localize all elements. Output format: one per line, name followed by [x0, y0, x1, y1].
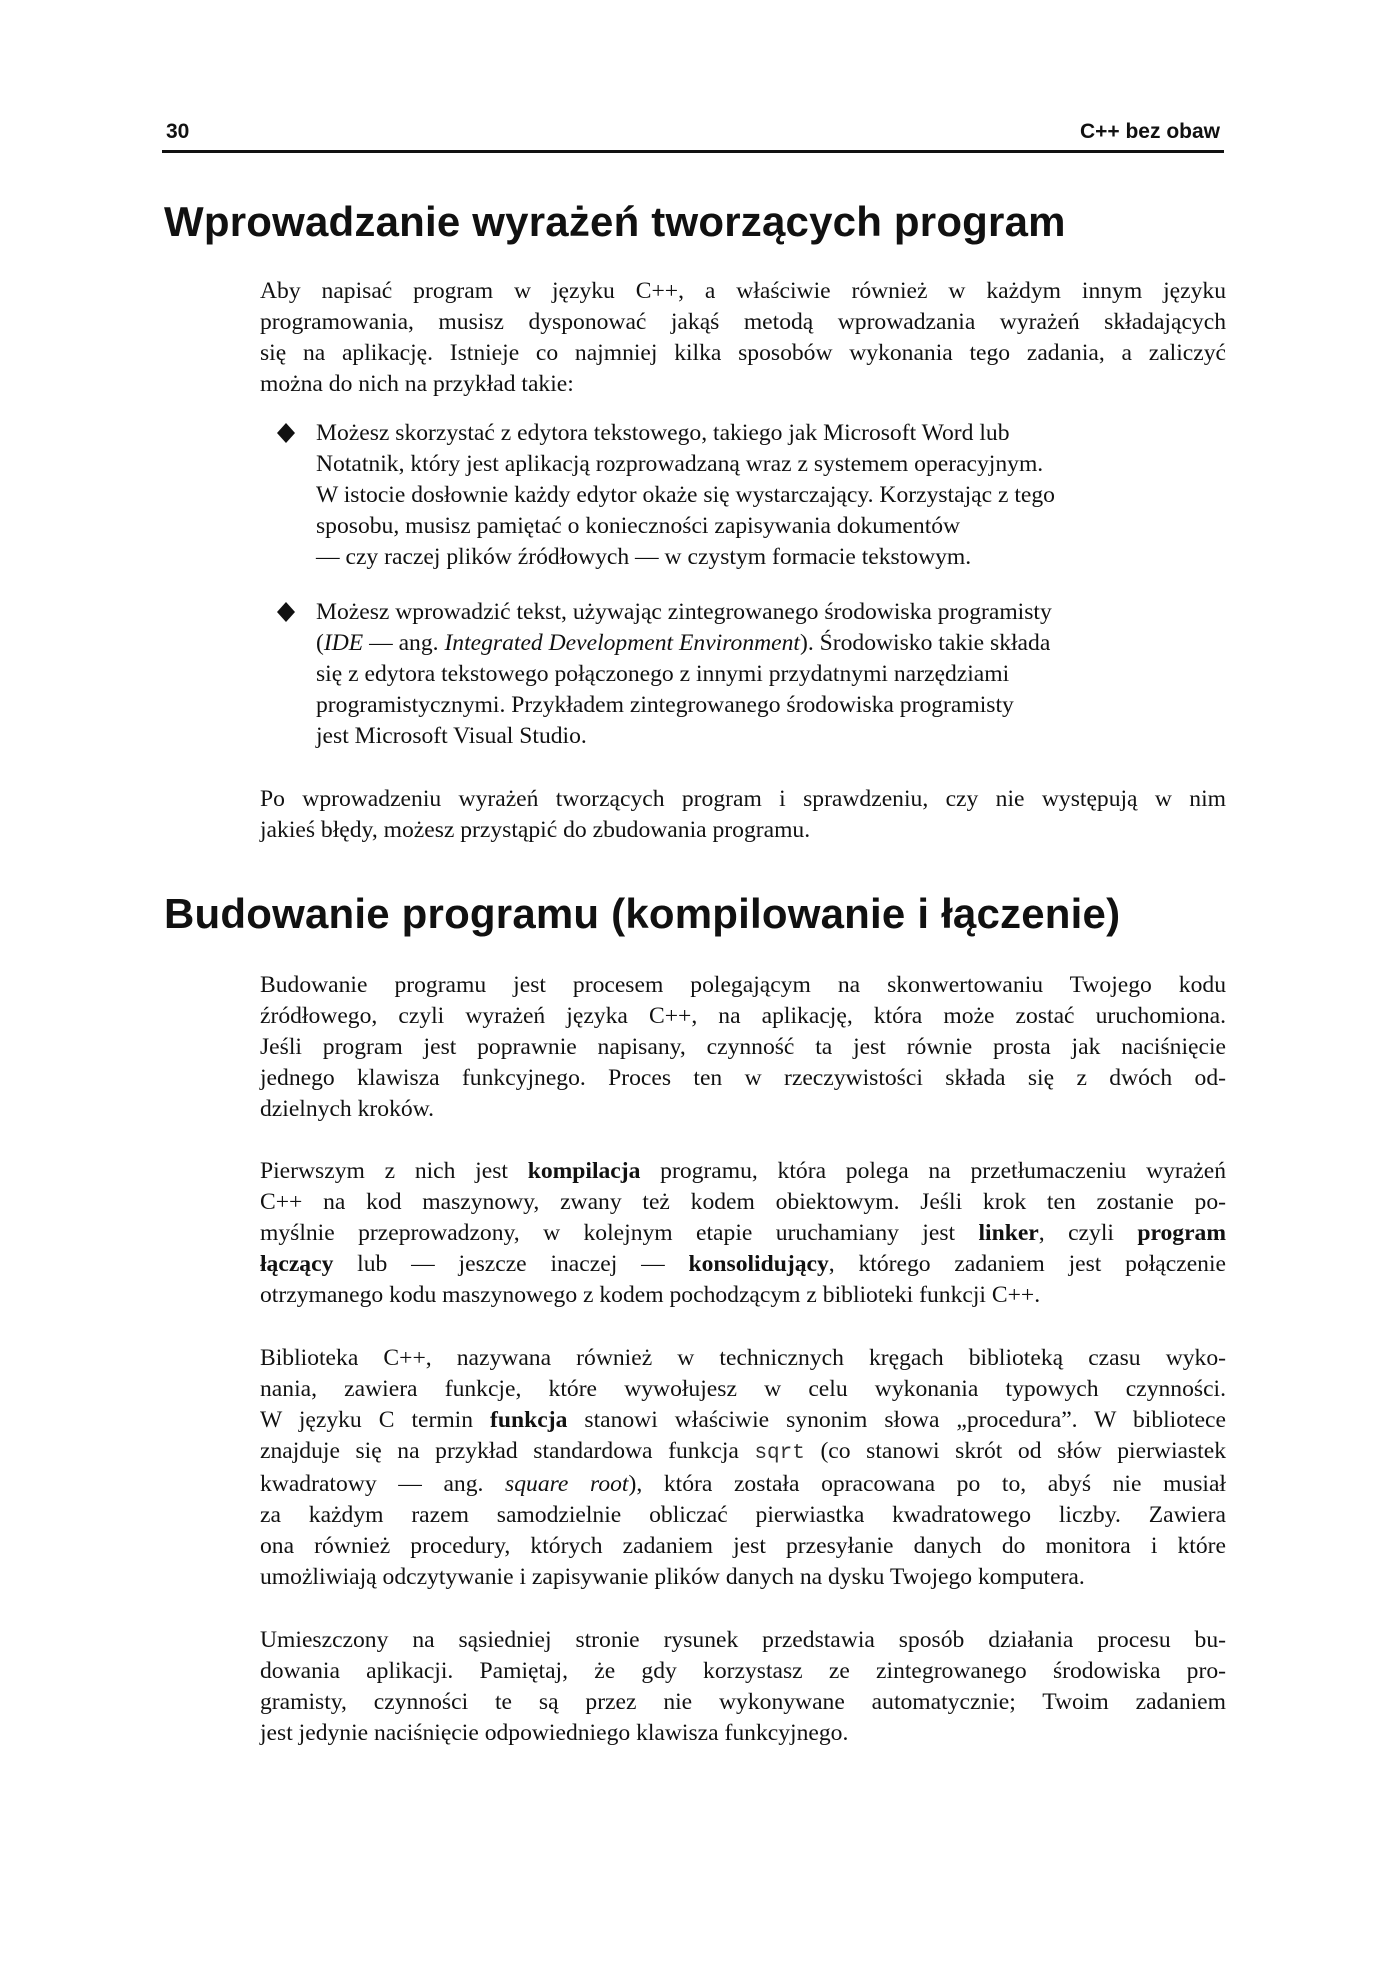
code-sqrt: sqrt: [754, 1442, 805, 1465]
text-line: jest Microsoft Visual Studio.: [316, 723, 587, 749]
text-line: otrzymanego kodu maszynowego z kodem pochodzącym z biblioteki funkcji C++.: [260, 1282, 1041, 1308]
text-run: programu, która polega na przetłumaczeniu wyrażeń: [640, 1158, 1226, 1184]
diamond-bullet-icon: [276, 602, 296, 622]
text-line: [260, 1249, 1226, 1280]
text-line: [260, 1469, 1226, 1500]
text-run: Pierwszym z nich jest: [260, 1158, 528, 1184]
text-line: źródłowego, czyli wyrażeń języka C++, na aplikację, która może zostać uruchomiona.: [260, 1003, 1226, 1029]
book-title: C++ bez obaw: [1079, 120, 1220, 143]
text-line: programistycznymi. Przykładem zintegrowanego środowiska programisty: [316, 692, 1014, 718]
text-run: ), która została opracowana po to, abyś nie musiał: [628, 1471, 1226, 1497]
page-number: 30: [166, 120, 190, 143]
intro-paragraph: [260, 276, 1226, 400]
text-run: lub — jeszcze inaczej —: [333, 1251, 689, 1277]
text-run: , którego zadaniem jest połączenie: [828, 1251, 1227, 1277]
text-line: się na aplikację. Istnieje co najmniej kilka sposobów wykonania tego zadania, a zaliczyć: [260, 340, 1226, 366]
building-paragraph: [260, 970, 1226, 1125]
term-program: program: [1137, 1220, 1227, 1246]
text-line: jednego klawisza funkcyjnego. Proces ten w rzeczywistości składa się z dwóch od-: [260, 1065, 1226, 1091]
text-run: ). Środowisko takie składa: [799, 630, 1051, 656]
text-line: za każdym razem samodzielnie obliczać pierwiastka kwadratowego liczby. Zawiera: [260, 1502, 1226, 1528]
text-run: (: [316, 630, 324, 656]
text-line: Po wprowadzeniu wyrażeń tworzących program i sprawdzeniu, czy nie występują w nim: [260, 786, 1226, 812]
text-line: umożliwiają odczytywanie i zapisywanie plików danych na dysku Twojego komputera.: [260, 1564, 1085, 1590]
text-line: programowania, musisz dysponować jakąś metodą wprowadzania wyrażeń składających: [260, 309, 1226, 335]
text-run: W języku C termin: [260, 1407, 491, 1433]
text-line: Jeśli program jest poprawnie napisany, czynność ta jest równie prosta jak naciśnięcie: [260, 1034, 1226, 1060]
text-line: gramisty, czynności te są przez nie wykonywane automatycznie; Twoim zadaniem: [260, 1689, 1226, 1715]
text-line: ona również procedury, których zadaniem jest przesyłanie danych do monitora i które: [260, 1533, 1226, 1559]
text-line: jakieś błędy, możesz przystąpić do zbudowania programu.: [260, 817, 811, 843]
text-run: znajduje się na przykład standardowa funkcja: [260, 1438, 755, 1464]
text-run: — ang.: [363, 630, 445, 656]
text-run: stanowi właściwie synonim słowa „procedura”. W bibliotece: [567, 1407, 1226, 1433]
term-kompilacja: kompilacja: [527, 1158, 641, 1184]
figure-reference-paragraph: [260, 1625, 1226, 1749]
text-line: [316, 628, 1226, 659]
outro-paragraph: [260, 784, 1226, 846]
text-line: Możesz wprowadzić tekst, używając zintegrowanego środowiska programisty: [316, 599, 1052, 625]
term-linker: linker: [978, 1220, 1039, 1246]
compilation-paragraph: [260, 1156, 1226, 1311]
text-line: [260, 1156, 1226, 1187]
text-line: C++ na kod maszynowy, zwany też kodem obiektowym. Jeśli krok ten zostanie po-: [260, 1189, 1226, 1215]
text-line: się z edytora tekstowego połączonego z innymi przydatnymi narzędziami: [316, 661, 1010, 687]
text-run: , czyli: [1038, 1220, 1138, 1246]
ide-english-term: Integrated Development Environment: [444, 630, 800, 656]
text-run: (co stanowi skrót od słów pierwiastek: [804, 1438, 1226, 1464]
text-line: — czy raczej plików źródłowych — w czystym formacie tekstowym.: [316, 544, 972, 570]
section-heading-building-program: Budowanie programu (kompilowanie i łączenie): [164, 890, 1121, 937]
term-funkcja: funkcja: [490, 1407, 568, 1433]
text-line: sposobu, musisz pamiętać o konieczności zapisywania dokumentów: [316, 513, 961, 539]
text-line: Notatnik, który jest aplikacją rozprowadzaną wraz z systemem operacyjnym.: [316, 451, 1044, 477]
text-line: Biblioteka C++, nazywana również w technicznych kręgach biblioteką czasu wyko-: [260, 1345, 1226, 1371]
text-line: [260, 1436, 1226, 1469]
text-line: Umieszczony na sąsiedniej stronie rysunek przedstawia sposób działania procesu bu-: [260, 1627, 1226, 1653]
text-line: jest jedynie naciśnięcie odpowiedniego klawisza funkcyjnego.: [260, 1720, 849, 1746]
text-line: dowania aplikacji. Pamiętaj, że gdy korzystasz ze zintegrowanego środowiska pro-: [260, 1658, 1226, 1684]
term-laczacy: łączący: [260, 1251, 334, 1277]
text-line: W istocie dosłownie każdy edytor okaże się wystarczający. Korzystając z tego: [316, 482, 1055, 508]
diamond-bullet-icon: [276, 423, 296, 443]
term-konsolidujacy: konsolidujący: [688, 1251, 829, 1277]
text-line: dzielnych kroków.: [260, 1096, 435, 1122]
ide-abbreviation: IDE: [323, 630, 364, 656]
text-line: można do nich na przykład takie:: [260, 371, 574, 397]
text-run: myślnie przeprowadzony, w kolejnym etapie uruchamiany jest: [260, 1220, 979, 1246]
text-line: [260, 1405, 1226, 1436]
term-square-root: square root: [505, 1471, 629, 1497]
text-line: nania, zawiera funkcje, które wywołujesz w celu wykonania typowych czynności.: [260, 1376, 1226, 1402]
text-run: kwadratowy — ang.: [260, 1471, 506, 1497]
running-header: [162, 118, 1224, 153]
text-line: [260, 1218, 1226, 1249]
text-line: Budowanie programu jest procesem polegającym na skonwertowaniu Twojego kodu: [260, 972, 1226, 998]
library-paragraph: [260, 1343, 1226, 1593]
text-line: Możesz skorzystać z edytora tekstowego, takiego jak Microsoft Word lub: [316, 420, 1010, 446]
text-line: Aby napisać program w języku C++, a właściwie również w każdym innym języku: [260, 278, 1226, 304]
section-heading-entering-statements: Wprowadzanie wyrażeń tworzących program: [164, 198, 1066, 245]
